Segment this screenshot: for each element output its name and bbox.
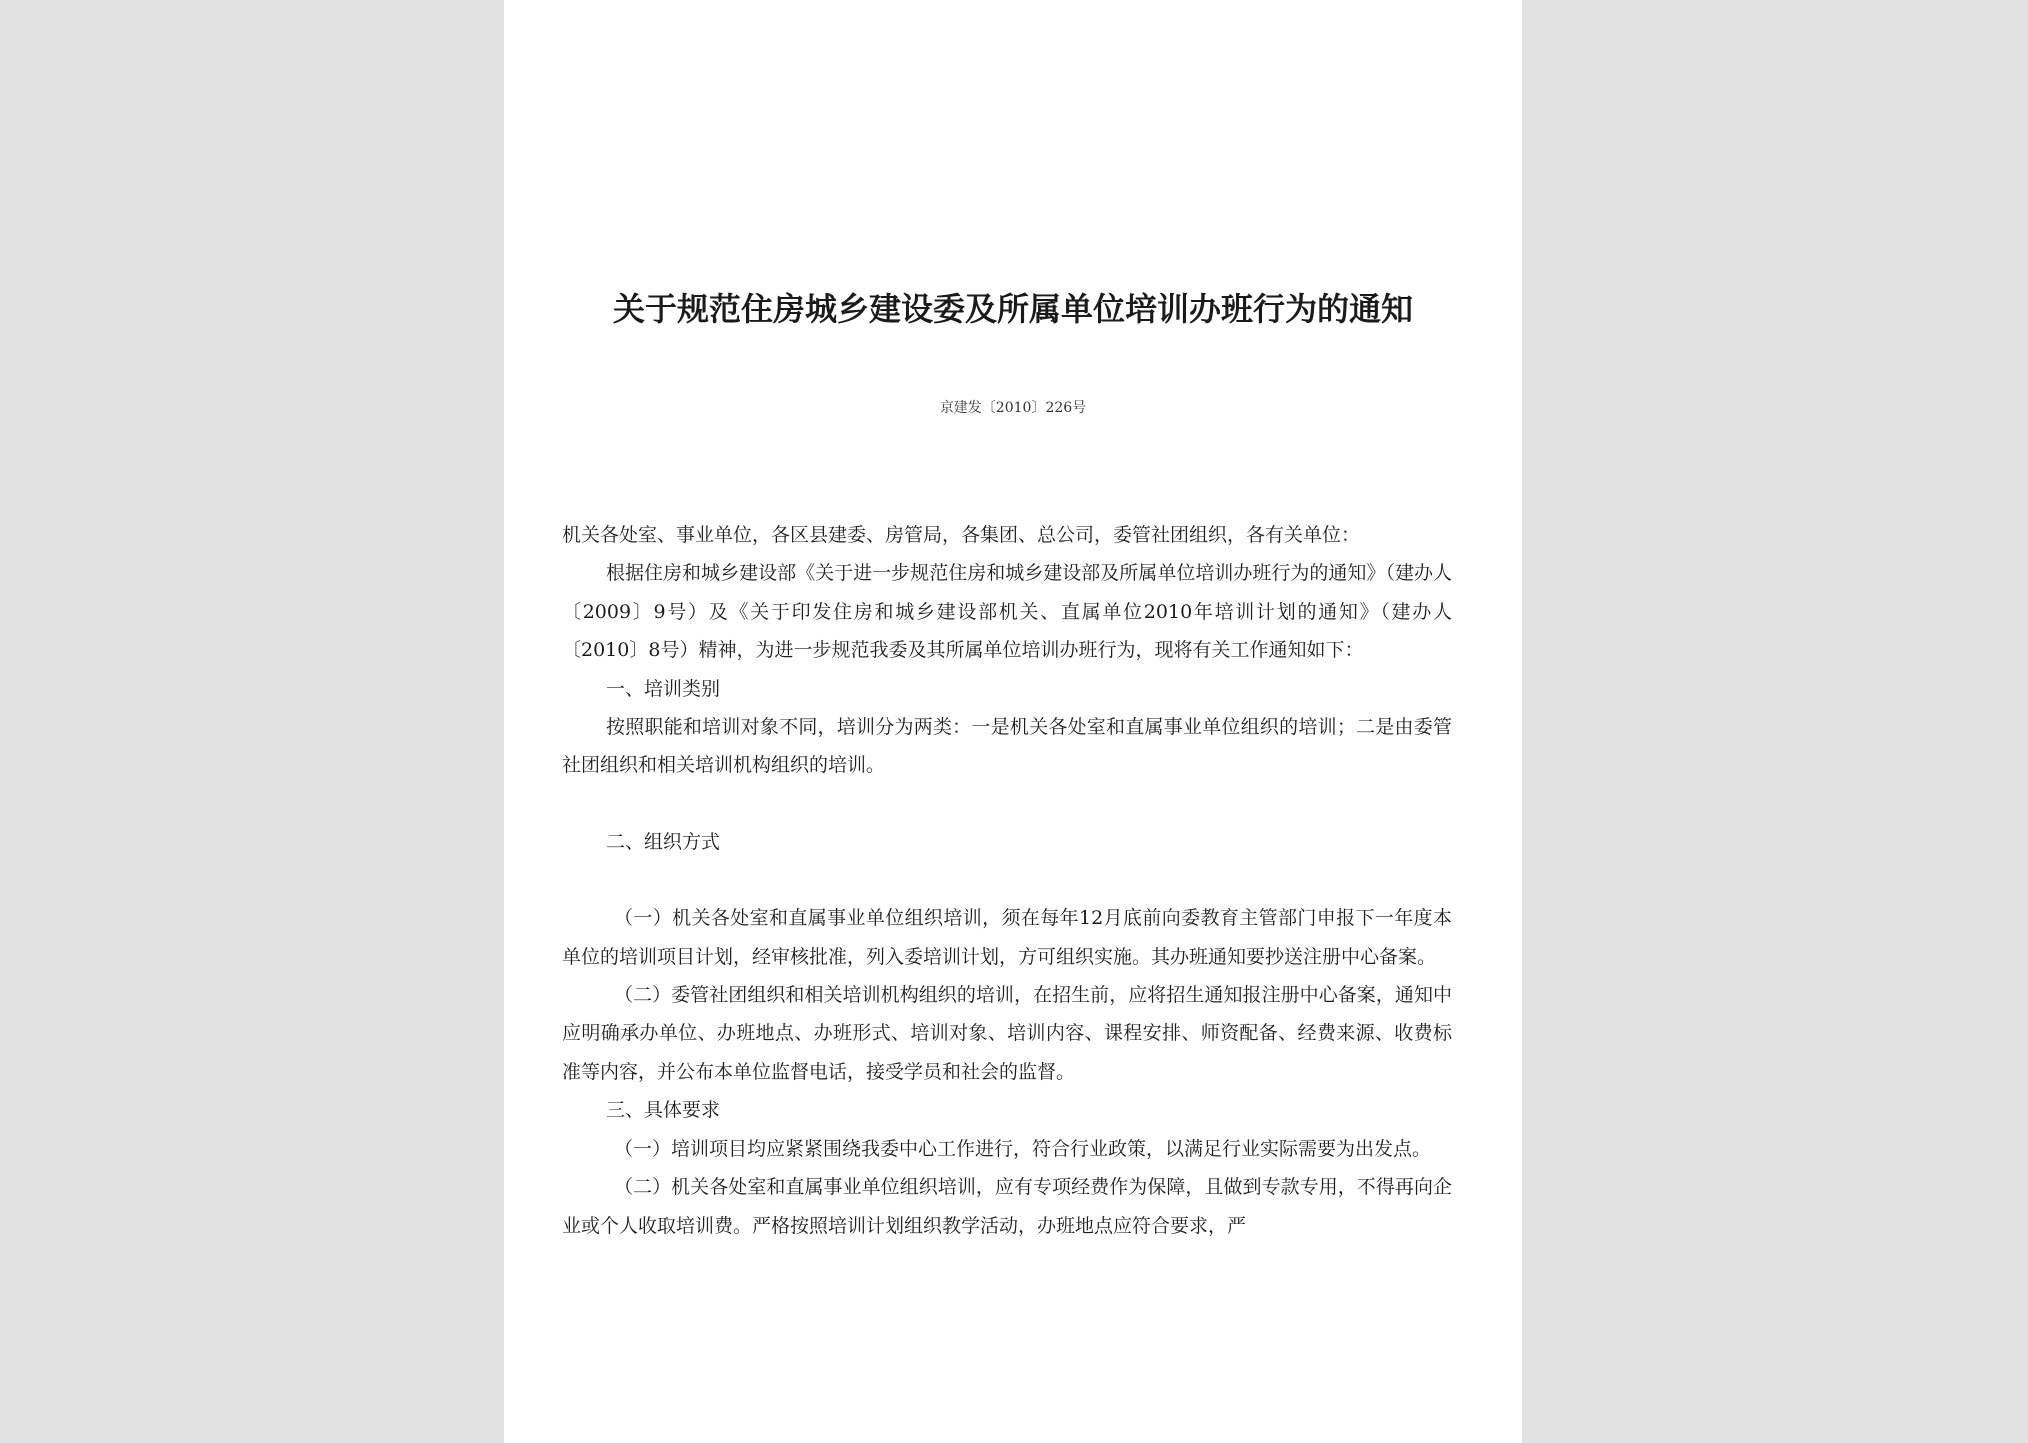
addressees: 机关各处室、事业单位，各区县建委、房管局，各集团、总公司，委管社团组织，各有关单位：: [562, 524, 1361, 546]
section-1-text: 按照职能和培训对象不同，培训分为两类：一是机关各处室和直属事业单位组织的培训；二是由委管社团组织和相关培训机构组织的培训。: [562, 716, 1452, 777]
document-page: [504, 0, 1522, 1443]
section-1-heading: 一、培训类别: [606, 677, 721, 700]
section-2-heading: 二、组织方式: [606, 830, 721, 853]
section-2-item-1: （一）机关各处室和直属事业单位组织培训，须在每年12月底前向委教育主管部门申报下一年度本单位的培训项目计划，经审核批准，列入委培训计划，方可组织实施。其办班通知要抄送注册中心备案。: [562, 907, 1452, 968]
document-body: [562, 516, 1452, 1245]
document-number: 京建发〔2010〕226号: [939, 400, 1087, 416]
intro-paragraph: 根据住房和城乡建设部《关于进一步规范住房和城乡建设部及所属单位培训办班行为的通知》（建办人〔2009〕9号）及《关于印发住房和城乡建设部机关、直属单位2010年培训计划的通知》（建办人〔2010〕8号）精神，为进一步规范我委及其所属单位培训办班行为，现将有关工作通知如下：: [562, 562, 1452, 662]
section-2-item-2: （二）委管社团组织和相关培训机构组织的培训，在招生前，应将招生通知报注册中心备案，通知中应明确承办单位、办班地点、办班形式、培训对象、培训内容、课程安排、师资配备、经费来源、收费标准等内容，并公布本单位监督电话，接受学员和社会的监督。: [562, 984, 1452, 1083]
paragraph-gap: [562, 785, 1452, 823]
section-3-item-1: （一）培训项目均应紧紧围绕我委中心工作进行，符合行业政策，以满足行业实际需要为出发点。: [614, 1137, 1432, 1160]
document-title: 关于规范住房城乡建设委及所属单位培训办班行为的通知: [612, 290, 1413, 328]
section-3-heading: 三、具体要求: [606, 1099, 721, 1122]
paragraph-gap: [562, 861, 1452, 899]
section-3-item-2: （二）机关各处室和直属事业单位组织培训，应有专项经费作为保障，且做到专款专用，不得再向企业或个人收取培训费。严格按照培训计划组织教学活动，办班地点应符合要求，严: [562, 1176, 1452, 1237]
